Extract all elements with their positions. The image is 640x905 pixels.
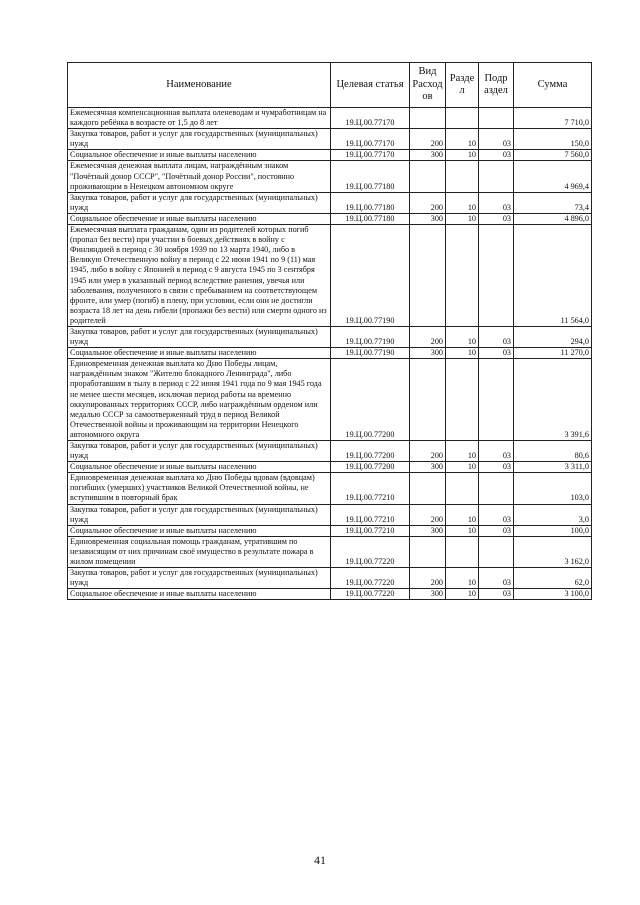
cell-target-article: 19.Ц.00.77180 <box>331 213 410 224</box>
cell-subsection: 03 <box>479 192 514 213</box>
cell-subsection: 03 <box>479 441 514 462</box>
cell-name: Единовременная денежная выплата ко Дню Победы лицам, награждённым знаком "Жителю блокадного Ленинграда", либо проработавшим в тылу в период с 22 июня 1941 года по 9 мая 1945 года не менее шести месяцев, исключая период работы на временно оккупированных территориях СССР, либо награждённым орденом или медалью СССР за самоотверженный труд в период Великой Отечественной войны и проживающим на территории Ненецкого автономного округа <box>68 359 331 441</box>
cell-target-article: 19.Ц.00.77190 <box>331 326 410 347</box>
cell-section: 10 <box>446 441 479 462</box>
cell-section: 10 <box>446 462 479 473</box>
table-row <box>68 462 592 473</box>
cell-subsection <box>479 359 514 441</box>
cell-subsection <box>479 473 514 504</box>
cell-subsection: 03 <box>479 213 514 224</box>
cell-section: 10 <box>446 150 479 161</box>
cell-name: Ежемесячная денежная выплата лицам, награждённым знаком "Почётный донор СССР", "Почётный донор России", постоянно проживающим в Ненецком автономном округе <box>68 161 331 192</box>
table-row <box>68 108 592 129</box>
cell-section: 10 <box>446 348 479 359</box>
cell-sum: 294,0 <box>514 326 592 347</box>
cell-subsection: 03 <box>479 348 514 359</box>
cell-expense-type <box>410 161 446 192</box>
cell-target-article: 19.Ц.00.77190 <box>331 225 410 327</box>
table-row <box>68 150 592 161</box>
cell-section: 10 <box>446 326 479 347</box>
cell-sum: 3 162,0 <box>514 536 592 567</box>
cell-expense-type: 200 <box>410 441 446 462</box>
table-header <box>68 63 592 108</box>
table-row <box>68 473 592 504</box>
cell-sum: 4 969,4 <box>514 161 592 192</box>
cell-subsection: 03 <box>479 462 514 473</box>
cell-sum: 100,0 <box>514 525 592 536</box>
cell-sum: 7 560,0 <box>514 150 592 161</box>
cell-name: Ежемесячная выплата гражданам, один из родителей которых погиб (пропал без вести) при участии в боевых действиях в войну с Финляндией в период с 30 ноября 1939 по 13 марта 1940, либо в Великую Отечественную войну в период с 22 июня 1941 по 9 (11) мая 1945, либо в войну с Японией в период с 9 августа 1945 по 3 сентября 1945 или умер в указанный период вследствие ранения, увечья или заболевания, полученного в связи с пребыванием на соответствующем фронте, или умер (погиб) в плену, при условии, если они не достигли возраста 18 лет на день гибели (пропажи без вести) или смерти одного из родителей <box>68 225 331 327</box>
cell-name: Социальное обеспечение и иные выплаты населению <box>68 462 331 473</box>
cell-sum: 150,0 <box>514 129 592 150</box>
cell-target-article: 19.Ц.00.77170 <box>331 150 410 161</box>
header-section: Разде л <box>446 63 479 108</box>
table-row <box>68 161 592 192</box>
cell-section <box>446 161 479 192</box>
table-row <box>68 525 592 536</box>
table-row <box>68 326 592 347</box>
cell-name: Единовременная денежная выплата ко Дню Победы вдовам (вдовцам) погибших (умерших) участников Великой Отечественной войны, не вступившим в повторный брак <box>68 473 331 504</box>
header-expense-type: Вид Расход ов <box>410 63 446 108</box>
cell-target-article: 19.Ц.00.77210 <box>331 504 410 525</box>
cell-target-article: 19.Ц.00.77220 <box>331 536 410 567</box>
cell-expense-type: 300 <box>410 462 446 473</box>
cell-target-article: 19.Ц.00.77220 <box>331 568 410 589</box>
cell-subsection <box>479 108 514 129</box>
table-body <box>68 108 592 600</box>
cell-sum: 4 896,0 <box>514 213 592 224</box>
cell-target-article: 19.Ц.00.77190 <box>331 348 410 359</box>
cell-expense-type: 300 <box>410 525 446 536</box>
cell-subsection: 03 <box>479 129 514 150</box>
cell-expense-type: 200 <box>410 326 446 347</box>
cell-expense-type: 200 <box>410 568 446 589</box>
cell-sum: 62,0 <box>514 568 592 589</box>
cell-expense-type <box>410 108 446 129</box>
cell-subsection <box>479 536 514 567</box>
cell-section <box>446 225 479 327</box>
cell-section: 10 <box>446 525 479 536</box>
cell-subsection <box>479 161 514 192</box>
cell-expense-type <box>410 536 446 567</box>
cell-expense-type: 200 <box>410 129 446 150</box>
cell-name: Закупка товаров, работ и услуг для государственных (муниципальных) нужд <box>68 441 331 462</box>
cell-subsection: 03 <box>479 525 514 536</box>
table-row <box>68 348 592 359</box>
budget-table <box>67 62 592 600</box>
cell-subsection: 03 <box>479 326 514 347</box>
cell-section <box>446 536 479 567</box>
cell-expense-type <box>410 473 446 504</box>
cell-name: Социальное обеспечение и иные выплаты населению <box>68 589 331 600</box>
cell-section <box>446 359 479 441</box>
cell-subsection <box>479 225 514 327</box>
cell-target-article: 19.Ц.00.77170 <box>331 108 410 129</box>
cell-name: Социальное обеспечение и иные выплаты населению <box>68 150 331 161</box>
cell-expense-type: 200 <box>410 504 446 525</box>
table-row <box>68 504 592 525</box>
cell-sum: 11 270,0 <box>514 348 592 359</box>
table-row <box>68 536 592 567</box>
cell-name: Ежемесячная компенсационная выплата оленеводам и чумработницам на каждого ребёнка в возрасте от 1,5 до 8 лет <box>68 108 331 129</box>
header-name: Наименование <box>68 63 331 108</box>
cell-target-article: 19.Ц.00.77220 <box>331 589 410 600</box>
cell-section: 10 <box>446 213 479 224</box>
cell-sum: 3 391,6 <box>514 359 592 441</box>
table-row <box>68 589 592 600</box>
header-subsection: Подр аздел <box>479 63 514 108</box>
cell-name: Закупка товаров, работ и услуг для государственных (муниципальных) нужд <box>68 192 331 213</box>
cell-sum: 3,0 <box>514 504 592 525</box>
table-row <box>68 129 592 150</box>
cell-expense-type: 300 <box>410 150 446 161</box>
cell-subsection: 03 <box>479 589 514 600</box>
cell-expense-type <box>410 359 446 441</box>
cell-expense-type: 300 <box>410 348 446 359</box>
cell-sum: 3 311,0 <box>514 462 592 473</box>
cell-sum: 3 100,0 <box>514 589 592 600</box>
cell-subsection: 03 <box>479 504 514 525</box>
table-row <box>68 192 592 213</box>
cell-target-article: 19.Ц.00.77210 <box>331 473 410 504</box>
cell-name: Закупка товаров, работ и услуг для государственных (муниципальных) нужд <box>68 129 331 150</box>
cell-name: Закупка товаров, работ и услуг для государственных (муниципальных) нужд <box>68 568 331 589</box>
cell-target-article: 19.Ц.00.77200 <box>331 462 410 473</box>
page-number: 41 <box>314 853 326 867</box>
cell-expense-type: 300 <box>410 213 446 224</box>
cell-name: Социальное обеспечение и иные выплаты населению <box>68 525 331 536</box>
cell-section: 10 <box>446 192 479 213</box>
cell-target-article: 19.Ц.00.77170 <box>331 129 410 150</box>
cell-subsection: 03 <box>479 150 514 161</box>
cell-sum: 103,0 <box>514 473 592 504</box>
cell-name: Социальное обеспечение и иные выплаты населению <box>68 213 331 224</box>
cell-name: Закупка товаров, работ и услуг для государственных (муниципальных) нужд <box>68 504 331 525</box>
cell-expense-type: 300 <box>410 589 446 600</box>
cell-subsection: 03 <box>479 568 514 589</box>
table-row <box>68 359 592 441</box>
cell-sum: 7 710,0 <box>514 108 592 129</box>
header-target-article: Целевая статья <box>331 63 410 108</box>
cell-section <box>446 473 479 504</box>
cell-sum: 80,6 <box>514 441 592 462</box>
cell-expense-type <box>410 225 446 327</box>
cell-sum: 11 564,0 <box>514 225 592 327</box>
cell-target-article: 19.Ц.00.77210 <box>331 525 410 536</box>
table-row <box>68 225 592 327</box>
cell-name: Единовременная социальная помощь гражданам, утратившим по независящим от них причинам своё имущество в результате пожара в жилом помещении <box>68 536 331 567</box>
cell-section: 10 <box>446 589 479 600</box>
table-row <box>68 213 592 224</box>
cell-target-article: 19.Ц.00.77180 <box>331 161 410 192</box>
cell-section: 10 <box>446 568 479 589</box>
cell-name: Закупка товаров, работ и услуг для государственных (муниципальных) нужд <box>68 326 331 347</box>
table-row <box>68 568 592 589</box>
cell-section: 10 <box>446 504 479 525</box>
cell-section <box>446 108 479 129</box>
table-row <box>68 441 592 462</box>
cell-target-article: 19.Ц.00.77180 <box>331 192 410 213</box>
cell-section: 10 <box>446 129 479 150</box>
cell-target-article: 19.Ц.00.77200 <box>331 441 410 462</box>
cell-expense-type: 200 <box>410 192 446 213</box>
cell-sum: 73,4 <box>514 192 592 213</box>
cell-name: Социальное обеспечение и иные выплаты населению <box>68 348 331 359</box>
cell-target-article: 19.Ц.00.77200 <box>331 359 410 441</box>
header-sum: Сумма <box>514 63 592 108</box>
